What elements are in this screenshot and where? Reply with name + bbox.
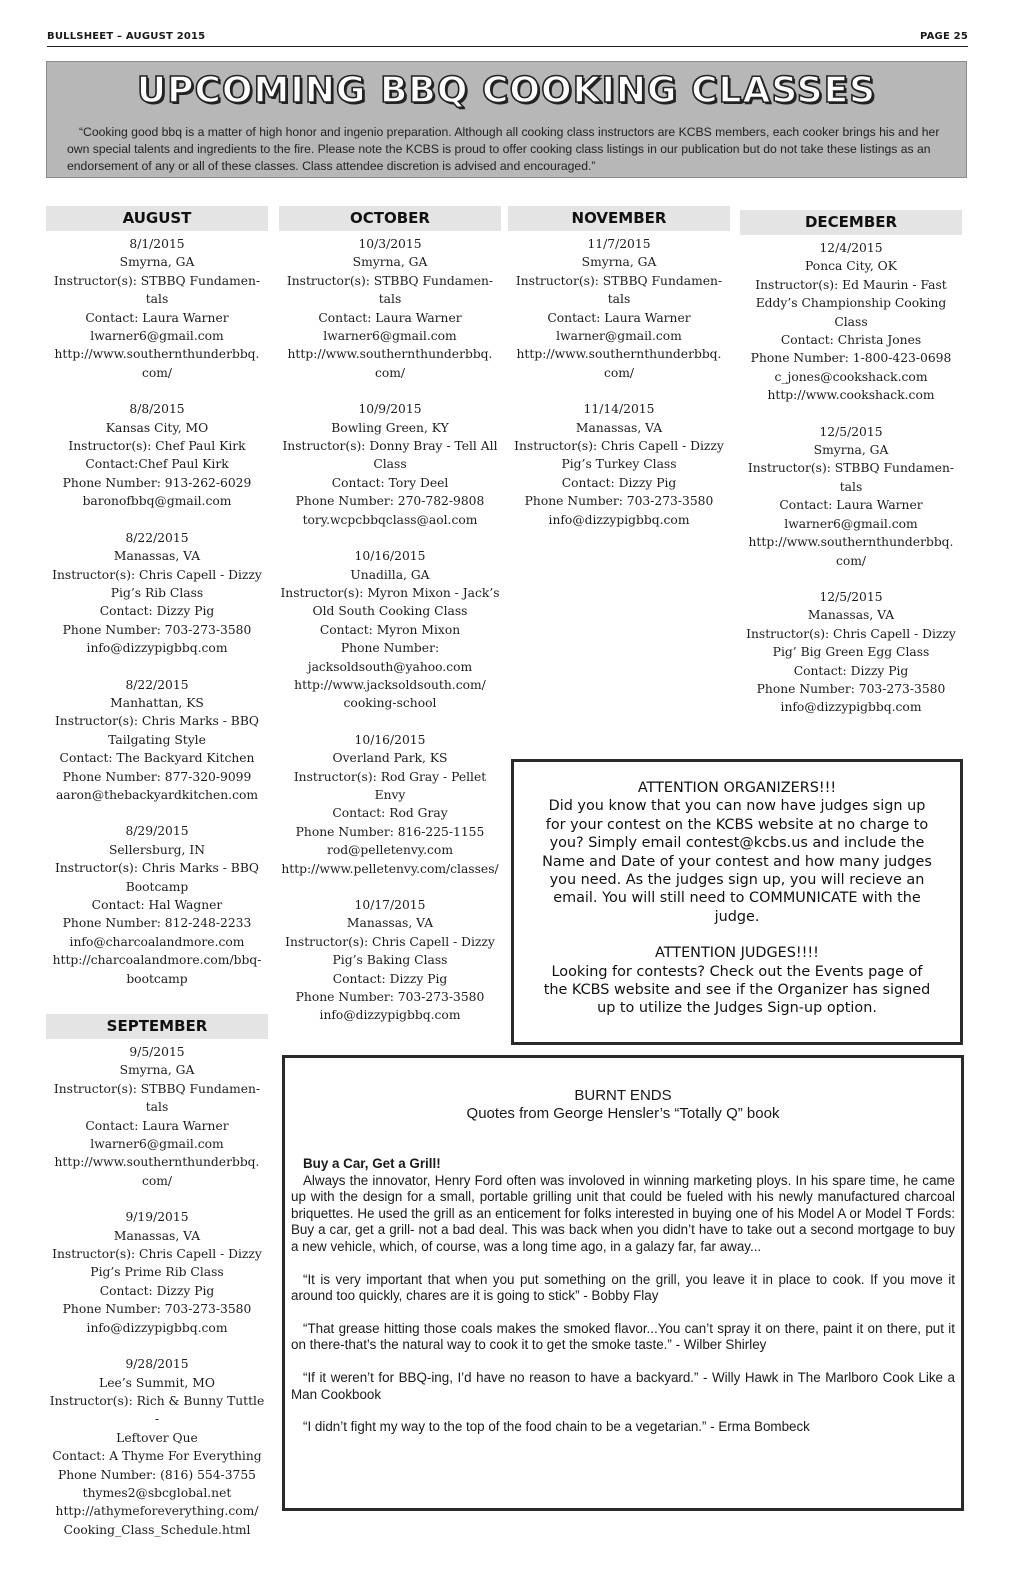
class-date: 10/16/2015 [354, 732, 426, 747]
class-list-november [508, 235, 730, 529]
class-detail-line: Contact: A Thyme For Everything [52, 1449, 262, 1464]
class-detail-line: Phone Number: 1-800-423-0698 [750, 351, 952, 366]
class-detail-line: http://charcoalandmore.com/bbq- [52, 953, 262, 968]
class-detail-line: Phone Number: 703-273-3580 [62, 1302, 252, 1317]
class-detail-line: Instructor(s): Chris Capell - Dizzy [746, 626, 956, 641]
class-detail-line: Contact: Dizzy Pig [793, 663, 909, 678]
class-date: 8/22/2015 [125, 530, 189, 545]
class-detail-line: jacksoldsouth@yahoo.com [307, 659, 473, 674]
class-detail-line: tory.wcpcbbqclass@aol.com [302, 512, 478, 527]
class-detail-line: Contact:Chef Paul Kirk [85, 457, 229, 472]
class-detail-line: Phone Number: 703-273-3580 [62, 622, 252, 637]
class-detail-line: Instructor(s): Chris Capell - Dizzy [52, 1247, 262, 1262]
class-detail-line: tals [145, 292, 169, 307]
quote-paragraph: “It is very important that when you put something on the grill, you leave it in place to cook. If you move it around too quickly, chares are it is going to stick” - Bobby Flay [291, 1271, 955, 1304]
class-detail-line: Instructor(s): Chris Marks - BBQ [55, 861, 259, 876]
class-detail-line: Phone Number: [340, 641, 440, 656]
class-detail-line: Kansas City, MO [105, 420, 209, 435]
class-detail-line: Phone Number: (816) 554-3755 [57, 1467, 257, 1482]
class-list-october [279, 235, 501, 1025]
class-detail-line: Phone Number: 703-273-3580 [756, 681, 946, 696]
class-detail-line: Pig’ Big Green Egg Class [772, 645, 930, 660]
column-september [46, 1014, 268, 1557]
notice-line: you? Simply email contest@kcbs.us and include the [549, 835, 925, 852]
class-date: 9/19/2015 [125, 1210, 189, 1225]
organizers-notice [524, 779, 950, 926]
month-header-august: AUGUST [46, 206, 268, 231]
class-detail-line: Contact: Laura Warner [85, 1118, 229, 1133]
class-detail-line: Unadilla, GA [350, 567, 430, 582]
class-detail-line: Class [834, 314, 868, 329]
class-detail-line: Ponca City, OK [805, 259, 897, 274]
notice-line: judge. [714, 908, 760, 925]
class-detail-line: Pig’s Prime Rib Class [90, 1265, 224, 1280]
class-detail-line: Manassas, VA [575, 420, 663, 435]
class-detail-line: Contact: Laura Warner [779, 498, 923, 513]
class-detail-line: Sellersburg, IN [108, 842, 205, 857]
class-entry [508, 235, 730, 382]
class-detail-line: Contact: The Backyard Kitchen [59, 751, 255, 766]
class-detail-line: com/ [141, 365, 173, 380]
class-date: 12/4/2015 [819, 241, 883, 255]
month-header-september: SEPTEMBER [46, 1014, 268, 1039]
class-entry [740, 423, 962, 570]
class-detail-line: Pig’s Turkey Class [561, 457, 677, 472]
class-date: 11/14/2015 [583, 402, 655, 417]
class-detail-line: Contact: Laura Warner [85, 310, 229, 325]
class-detail-line: Smyrna, GA [581, 255, 657, 270]
class-detail-line: Instructor(s): Ed Maurin - Fast [755, 277, 947, 292]
banner-title: UPCOMING BBQ COOKING CLASSES [136, 70, 877, 111]
class-detail-line: Instructor(s): Chris Capell - Dizzy [514, 439, 724, 454]
class-detail-line: com/ [835, 553, 867, 568]
notice-line: for your contest on the KCBS website at no charge to [545, 816, 929, 833]
class-detail-line: Contact: Myron Mixon [319, 622, 461, 637]
class-date: 10/17/2015 [354, 898, 426, 912]
class-detail-line: thymes2@sbcglobal.net [82, 1485, 232, 1500]
class-date: 11/7/2015 [587, 237, 651, 251]
month-header-december: DECEMBER [740, 210, 962, 235]
class-detail-line: Contact: Dizzy Pig [561, 475, 677, 490]
class-detail-line: Manassas, VA [113, 1228, 201, 1243]
class-detail-line: Contact: Dizzy Pig [99, 604, 215, 619]
class-detail-line: Phone Number: 913-262-6029 [62, 475, 252, 490]
notice-line: the KCBS website and see if the Organizer has signed [543, 982, 931, 999]
class-detail-line: baronofbbq@gmail.com [82, 494, 232, 509]
class-detail-line: Contact: Christa Jones [780, 333, 922, 348]
class-detail-line: http://www.southernthunderbbq. [516, 347, 722, 362]
class-detail-line: Instructor(s): STBBQ Fundamen- [515, 273, 723, 288]
burnt-ends-subtitle: Quotes from George Hensler’s “Totally Q” book [466, 1105, 780, 1122]
class-detail-line: Old South Cooking Class [312, 604, 468, 619]
month-header-october: OCTOBER [279, 206, 501, 231]
class-detail-line: Contact: Rod Gray [332, 806, 448, 821]
class-detail-line: Smyrna, GA [352, 255, 428, 270]
class-detail-line: aaron@thebackyardkitchen.com [55, 787, 259, 802]
class-detail-line: Pig’s Rib Class [110, 585, 204, 600]
judges-notice [524, 944, 950, 1018]
class-detail-line: Contact: Dizzy Pig [99, 1283, 215, 1298]
class-detail-line: info@charcoalandmore.com [69, 934, 245, 949]
class-detail-line: info@dizzypigbbq.com [548, 512, 690, 527]
class-detail-line: Envy [374, 787, 406, 802]
class-detail-line: Phone Number: 877-320-9099 [62, 769, 252, 784]
class-detail-line: info@dizzypigbbq.com [86, 641, 228, 656]
class-detail-line: lwarner6@gmail.com [90, 329, 224, 344]
class-detail-line: info@dizzypigbbq.com [780, 700, 922, 715]
class-detail-line: Instructor(s): Chris Capell - Dizzy [285, 934, 495, 949]
class-list-september [46, 1043, 268, 1539]
class-detail-line: info@dizzypigbbq.com [86, 1320, 228, 1335]
class-detail-line: bootcamp [126, 971, 188, 986]
class-date: 10/3/2015 [358, 237, 422, 251]
class-date: 9/28/2015 [125, 1357, 189, 1372]
notice-heading: ATTENTION JUDGES!!!! [655, 945, 819, 962]
class-detail-line: Manhattan, KS [110, 695, 204, 710]
class-entry [740, 239, 962, 405]
class-detail-line: Instructor(s): Chris Marks - BBQ [55, 714, 259, 729]
class-detail-line: Contact: Laura Warner [547, 310, 691, 325]
publication-issue: BULLSHEET – AUGUST 2015 [47, 31, 206, 42]
class-entry [46, 529, 268, 658]
class-detail-line: Eddy’s Championship Cooking [755, 296, 947, 311]
class-detail-line: lwarner@gmail.com [556, 329, 682, 344]
class-detail-line: lwarner6@gmail.com [323, 329, 457, 344]
class-detail-line: Manassas, VA [807, 608, 895, 623]
class-entry [46, 822, 268, 988]
quote-paragraph: “I didn’t fight my way to the top of the food chain to be a vegetarian.” - Erma Bombeck [303, 1419, 810, 1435]
burnt-ends-body [291, 1156, 955, 1452]
column-august [46, 206, 268, 1006]
quote-paragraph: “That grease hitting those coals makes the smoked flavor...You can’t spray it on there, paint it on there, put it on there-that’s the natural way to cook it to get the smoke taste.” - Wilber Shirley [291, 1320, 955, 1353]
class-entry [740, 588, 962, 717]
class-list-december [740, 239, 962, 717]
class-detail-line: tals [145, 1100, 169, 1115]
class-detail-line: http://www.southernthunderbbq. [54, 347, 260, 362]
class-entry [279, 896, 501, 1025]
notice-line: up to utilize the Judges Sign-up option. [597, 1000, 877, 1017]
class-detail-line: Phone Number: 703-273-3580 [524, 494, 714, 509]
class-detail-line: Contact: Hal Wagner [91, 898, 223, 912]
class-date: 10/9/2015 [358, 402, 422, 417]
class-detail-line: Leftover Que [116, 1430, 198, 1445]
month-header-november: NOVEMBER [508, 206, 730, 231]
column-november [508, 206, 730, 547]
class-detail-line: Manassas, VA [113, 549, 201, 564]
class-detail-line: Instructor(s): Chef Paul Kirk [68, 439, 246, 454]
class-detail-line: Smyrna, GA [119, 255, 195, 270]
class-detail-line: http://www.pelletenvy.com/classes/ [281, 861, 499, 876]
class-detail-line: info@dizzypigbbq.com [319, 1008, 461, 1023]
class-detail-line: Phone Number: 703-273-3580 [295, 990, 485, 1005]
class-detail-line: http://www.southernthunderbbq. [287, 347, 493, 362]
class-detail-line: tals [839, 479, 863, 494]
class-detail-line: c_jones@cookshack.com [774, 369, 928, 384]
class-detail-line: tals [378, 292, 402, 307]
class-detail-line: Phone Number: 816-225-1155 [295, 824, 485, 839]
class-entry [508, 400, 730, 529]
class-date: 9/5/2015 [129, 1045, 185, 1059]
class-detail-line: Instructor(s): STBBQ Fundamen- [747, 461, 955, 476]
notice-line: Looking for contests? Check out the Events page of [551, 963, 923, 980]
class-detail-line: Class [373, 457, 407, 472]
class-date: 8/22/2015 [125, 677, 189, 692]
class-entry [46, 235, 268, 382]
class-detail-line: Instructor(s): STBBQ Fundamen- [53, 1081, 261, 1096]
class-detail-line: Phone Number: 812-248-2233 [62, 916, 252, 931]
class-detail-line: Manassas, VA [346, 916, 434, 931]
class-entry [279, 731, 501, 878]
class-detail-line: Instructor(s): STBBQ Fundamen- [286, 273, 494, 288]
class-detail-line: Instructor(s): Chris Capell - Dizzy [52, 567, 262, 582]
class-date: 8/1/2015 [129, 237, 185, 251]
running-header [47, 30, 968, 47]
banner-disclaimer-quote: “Cooking good bbq is a matter of high honor and ingenio preparation. Although all cooking class instructors are KCBS members, each cooker brings his and her own special talents and ingredients to the fire. Please note the KCBS is proud to offer cooking class listings in our publication but do not take these listings as an endorsement of any or all of these classes. Class attendee discretion is advised and encouraged.” [67, 125, 940, 173]
class-detail-line: lwarner6@gmail.com [784, 516, 918, 531]
class-detail-line: http://athymeforeverything.com/ [55, 1504, 259, 1519]
class-detail-line: com/ [603, 365, 635, 380]
column-october [279, 206, 501, 1043]
class-detail-line: Phone Number: 270-782-9808 [295, 494, 485, 509]
class-detail-line: com/ [141, 1173, 173, 1188]
class-detail-line: Instructor(s): Donny Bray - Tell All [282, 439, 498, 454]
class-detail-line: http://www.jacksoldsouth.com/ [294, 677, 486, 692]
class-detail-line: rod@pelletenvy.com [326, 843, 453, 858]
class-detail-line: Pig’s Baking Class [332, 953, 448, 968]
class-detail-line: Bootcamp [125, 879, 189, 894]
notice-line: Name and Date of your contest and how many judges [542, 853, 932, 870]
class-entry [46, 400, 268, 510]
class-date: 12/5/2015 [819, 424, 883, 439]
notice-line: you need. As the judges sign up, you will recieve an [549, 872, 925, 889]
class-detail-line: http://www.southernthunderbbq. [748, 535, 954, 550]
class-entry [46, 1043, 268, 1190]
class-detail-line: Bowling Green, KY [331, 420, 449, 435]
class-entry [279, 235, 501, 382]
burnt-ends-title: BURNT ENDS [574, 1087, 672, 1104]
burnt-ends-box [282, 1055, 964, 1511]
quote-paragraph: “If it weren’t for BBQ-ing, I’d have no reason to have a backyard.” - Willy Hawk in The Marlboro Cook Like a Man Cookbook [291, 1369, 955, 1402]
page-number: PAGE 25 [920, 31, 968, 42]
class-entry [46, 1355, 268, 1539]
class-detail-line: http://www.southernthunderbbq. [54, 1155, 260, 1170]
story-text: Always the innovator, Henry Ford often was involoved in winning marketing ploys. In his spare time, he came up with the design for a small, portable grilling unit that could be fueled with his newly manufactured charcoal briquettes. He used the grill as an enticement for folks interested in buying one of his Model A or Model T Fords: Buy a car, get a grill- not a bad deal. This was back when you didn’t have to take out a second mortgage to buy a new vehicle, which, of course, was a long time ago, in a galazy far, far away... [291, 1172, 955, 1254]
class-detail-line: Instructor(s): Myron Mixon - Jack’s [280, 585, 500, 600]
class-detail-line: Contact: Dizzy Pig [332, 971, 448, 986]
class-detail-line: Lee’s Summit, MO [99, 1375, 215, 1390]
class-detail-line: Contact: Tory Deel [331, 475, 449, 490]
class-date: 8/29/2015 [125, 824, 189, 839]
class-date: 10/16/2015 [354, 549, 426, 564]
class-detail-line: Tailgating Style [108, 732, 206, 747]
class-date: 12/5/2015 [819, 589, 883, 604]
notice-line: Did you know that you can now have judges sign up [548, 798, 926, 815]
class-detail-line: Cooking_Class_Schedule.html [63, 1522, 251, 1537]
story-heading: Buy a Car, Get a Grill! [303, 1156, 441, 1171]
class-detail-line: Instructor(s): Rich & Bunny Tuttle - [49, 1393, 265, 1427]
attention-notice-box [511, 759, 963, 1045]
class-detail-line: Overland Park, KS [332, 751, 448, 766]
class-entry [46, 1208, 268, 1337]
column-december [740, 210, 962, 735]
class-detail-line: Instructor(s): STBBQ Fundamen- [53, 273, 261, 288]
class-detail-line: cooking-school [343, 696, 437, 711]
notice-heading: ATTENTION ORGANIZERS!!! [637, 780, 837, 796]
class-detail-line: Contact: Laura Warner [318, 310, 462, 325]
class-detail-line: Smyrna, GA [119, 1063, 195, 1078]
class-entry [46, 676, 268, 805]
class-date: 8/8/2015 [129, 402, 185, 417]
class-detail-line: lwarner6@gmail.com [90, 1137, 224, 1152]
class-list-august [46, 235, 268, 988]
classes-banner [46, 61, 967, 178]
class-detail-line: Instructor(s): Rod Gray - Pellet [293, 769, 487, 784]
class-entry [279, 400, 501, 529]
class-detail-line: com/ [374, 365, 406, 380]
notice-line: email. You will still need to COMMUNICATE with the [553, 890, 921, 907]
class-detail-line: Smyrna, GA [813, 443, 889, 458]
class-entry [279, 547, 501, 713]
class-detail-line: tals [607, 292, 631, 307]
class-detail-line: http://www.cookshack.com [767, 388, 935, 403]
